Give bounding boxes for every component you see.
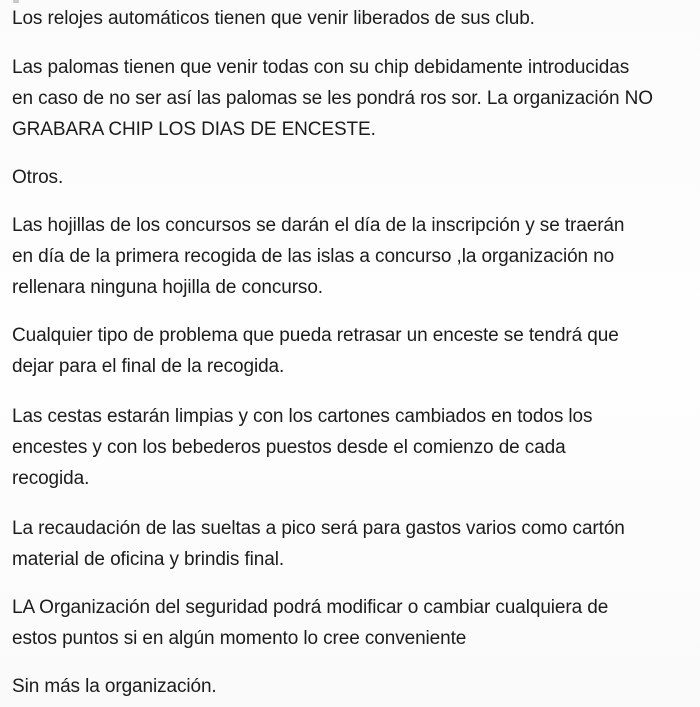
- paragraph-release-funds: [12, 513, 625, 575]
- paragraph-line: Los relojes automáticos tienen que venir liberados de sus club.: [12, 8, 535, 29]
- paragraph-clean-baskets: [12, 401, 592, 494]
- paragraph-line: dejar para el final de la recogida.: [12, 356, 285, 377]
- paragraph-line: Las hojillas de los concursos se darán el día de la inscripción y se traerán: [12, 215, 625, 236]
- paragraph-contest-sheets: [12, 210, 624, 303]
- paragraph-line: en día de la primera recogida de las islas a concurso ,la organización no: [12, 246, 615, 267]
- paragraph-line: LA Organización del seguridad podrá modificar o cambiar cualquiera de: [12, 597, 609, 618]
- paragraph-automatic-clocks: [12, 3, 535, 34]
- paragraph-line: La recaudación de las sueltas a pico será para gastos varios como cartón: [12, 518, 625, 539]
- paragraph-line: GRABARA CHIP LOS DIAS DE ENCESTE.: [12, 119, 376, 140]
- paragraph-line: rellenara ninguna hojilla de concurso.: [12, 277, 323, 298]
- paragraph-line: Cualquier tipo de problema que pueda retrasar un enceste se tendrá que: [12, 325, 619, 346]
- paragraph-organization-rights: [12, 592, 608, 654]
- paragraph-line: Las cestas estarán limpias y con los cartones cambiados en todos los: [12, 406, 593, 427]
- paragraph-line: encestes y con los bebederos puestos desde el comienzo de cada: [12, 437, 566, 458]
- paragraph-line: en caso de no ser así las palomas se les pondrá ros sor. La organización NO: [12, 88, 653, 109]
- paragraph-pigeon-chips: [12, 52, 653, 145]
- paragraph-line: Las palomas tienen que venir todas con su chip debidamente introducidas: [12, 57, 630, 78]
- paragraph-line: Sin más la organización.: [12, 676, 217, 697]
- paragraph-line: estos puntos si en algún momento lo cree conveniente: [12, 628, 467, 649]
- paragraph-problems-basketing: [12, 320, 619, 382]
- paragraph-line: recogida.: [12, 468, 90, 489]
- paragraph-line: Otros.: [12, 167, 64, 188]
- section-heading-otros: [12, 162, 63, 193]
- paragraph-line: material de oficina y brindis final.: [12, 549, 285, 570]
- paragraph-closing: [12, 671, 217, 702]
